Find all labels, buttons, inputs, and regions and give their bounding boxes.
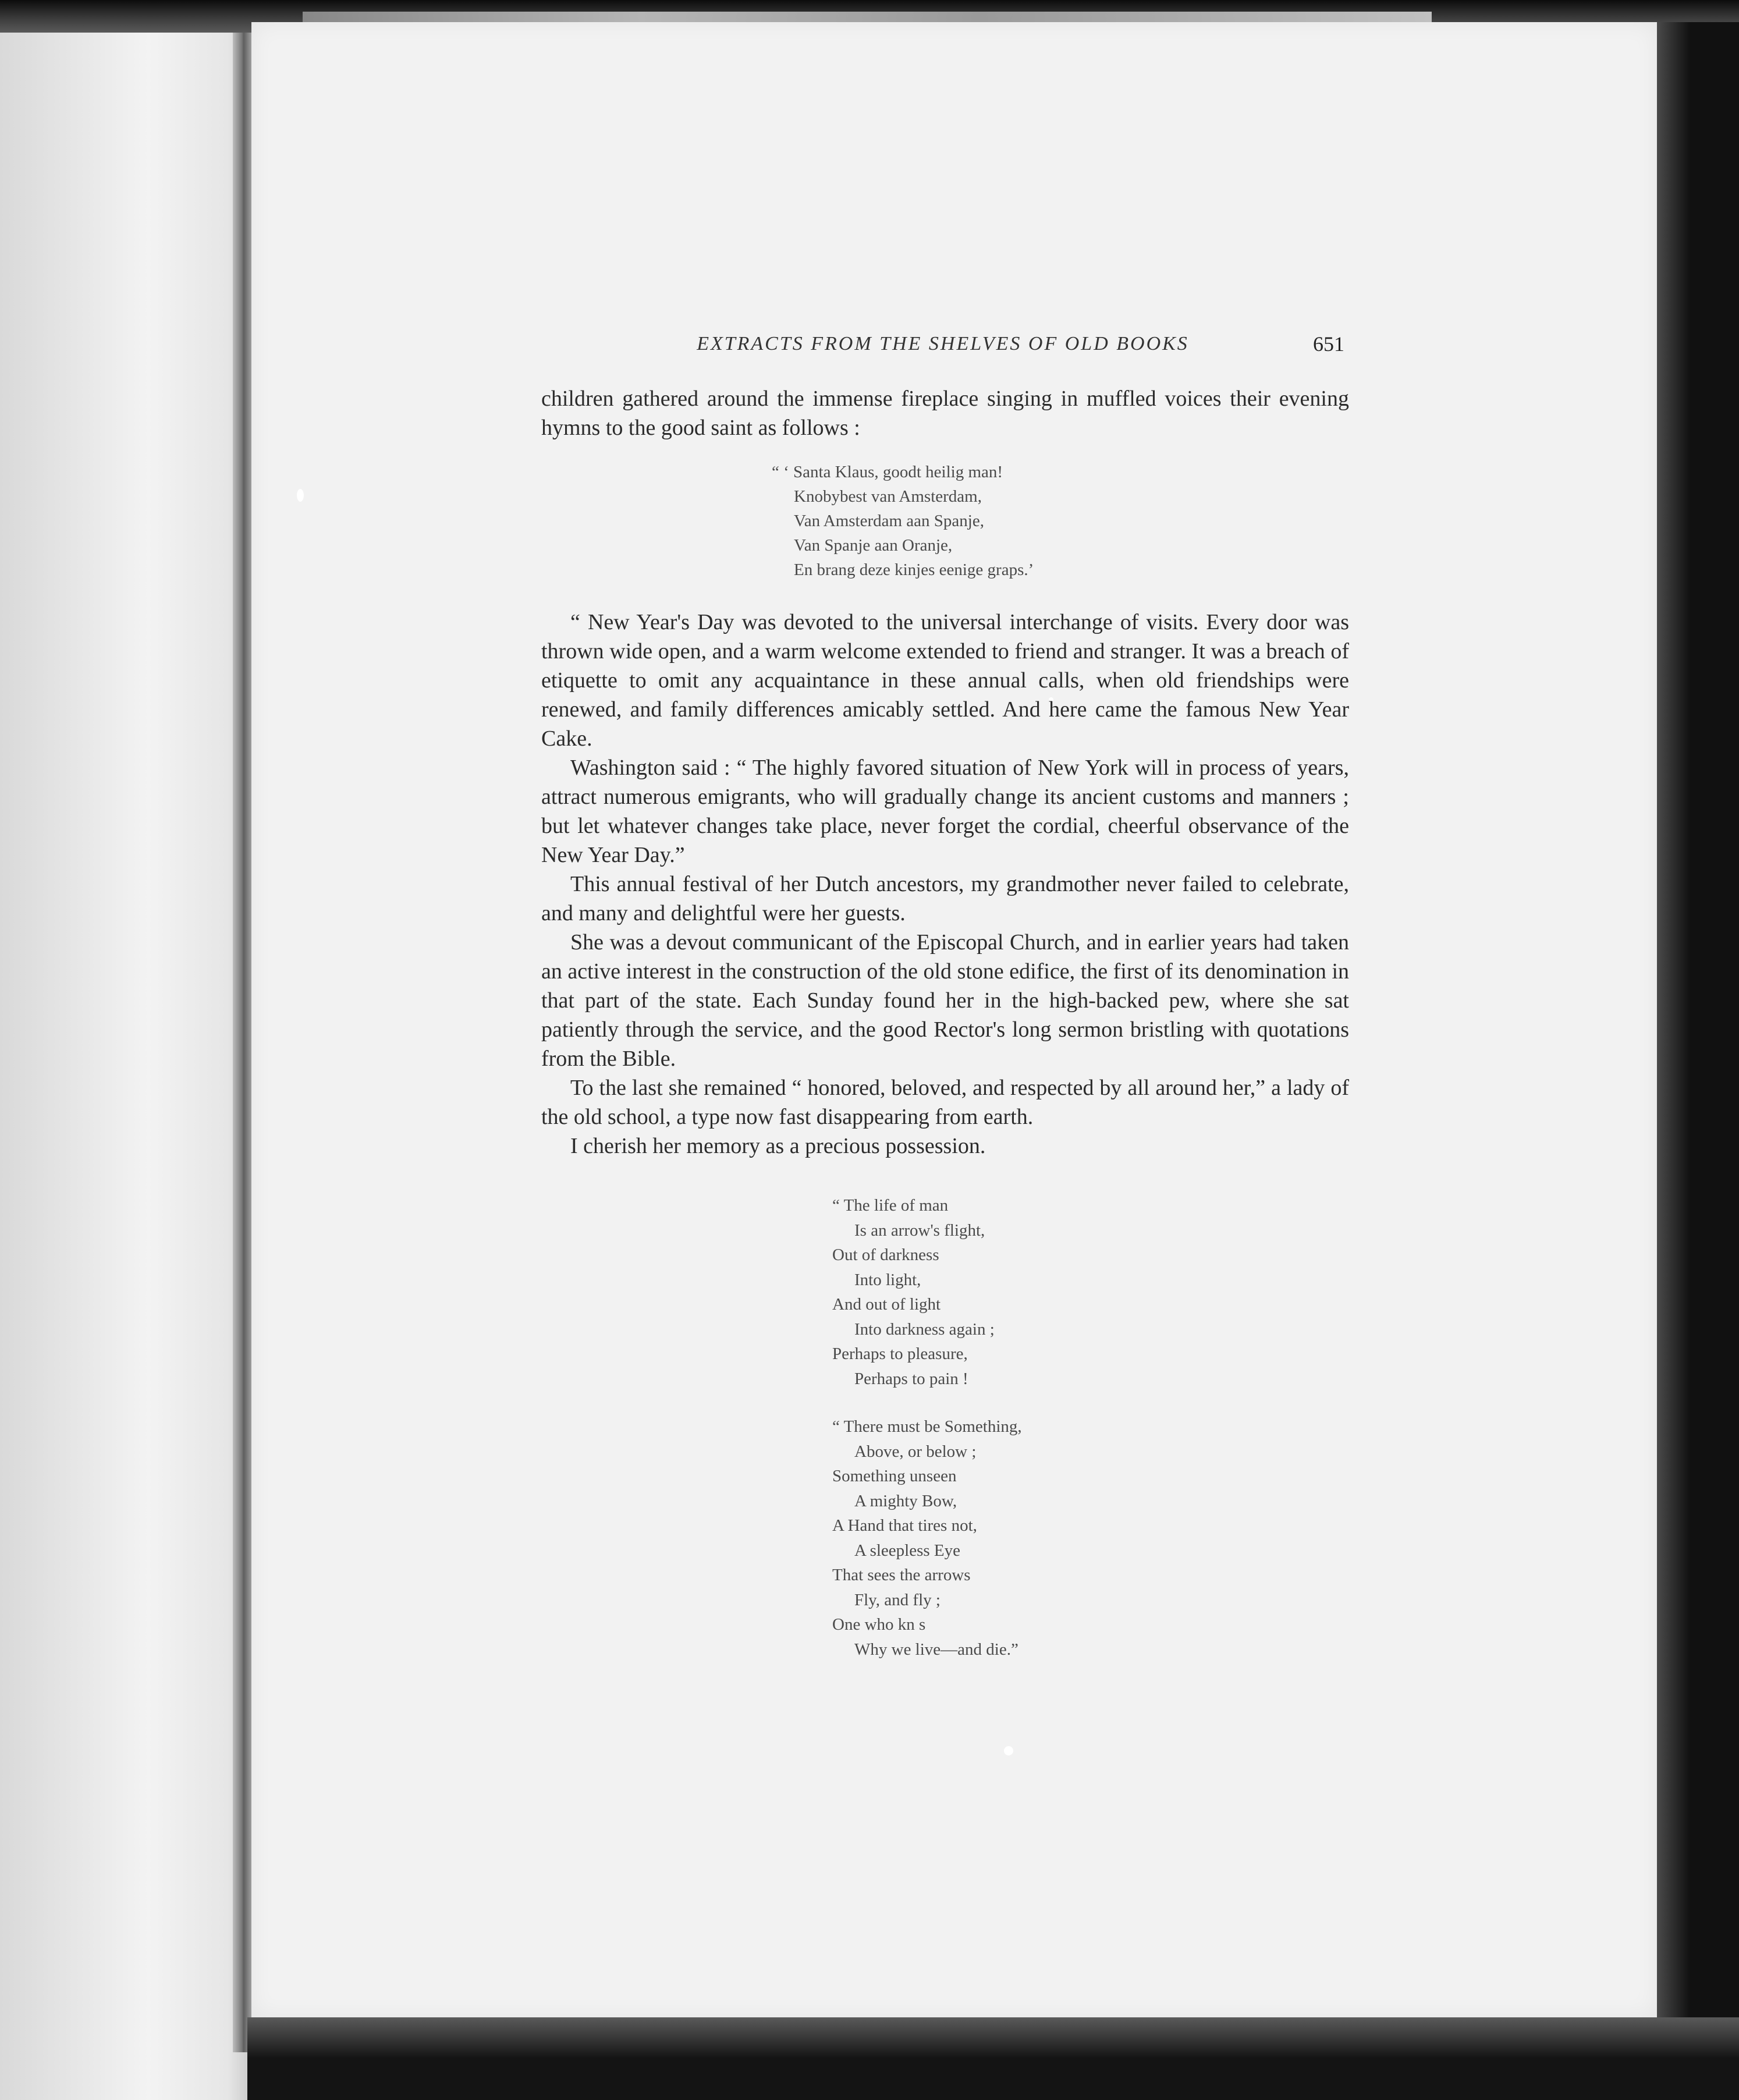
page-body [541, 384, 1349, 1662]
verse-line: A sleepless Eye [854, 1541, 961, 1560]
paragraph: She was a devout communicant of the Episcopal Church, and in earlier years had taken an active interest in the construction of the old stone edifice, the first of its denomination in that part of the state. Each Sunday found her in the high-backed pew, where she sat patiently through the service, and the good Rector's long sermon bristling with quotations from the Bible. [541, 930, 1349, 1071]
verse-line: Out of darkness [832, 1246, 939, 1264]
paper-speck [1004, 1746, 1013, 1755]
verse-line: Something unseen [832, 1467, 957, 1485]
book-gutter [233, 33, 253, 2052]
poem-stanza-2 [832, 1414, 1349, 1662]
verse-line: Perhaps to pain ! [854, 1369, 968, 1388]
scan-right-edge [1657, 22, 1739, 2100]
paragraph: To the last she remained “ honored, beloved, and respected by all around her,” a lady of the old school, a type now fast disappearing from earth. [541, 1076, 1349, 1129]
verse-line: A Hand that tires not, [832, 1516, 977, 1535]
dutch-verse [772, 460, 1349, 582]
verse-line: Is an arrow's flight, [854, 1221, 985, 1240]
paragraph: I cherish her memory as a precious possession. [570, 1134, 986, 1158]
poem-stanza-1 [832, 1193, 1349, 1391]
verse-line: Why we live—and die.” [854, 1640, 1018, 1659]
paragraph: children gathered around the immense fireplace singing in muffled voices their evening hymns to the good saint as follows : [541, 386, 1349, 440]
verse-line: Fly, and fly ; [854, 1590, 941, 1609]
verse-line: Van Amsterdam aan Spanje, [794, 512, 984, 530]
verse-line: A mighty Bow, [854, 1491, 957, 1510]
verse-line: Into darkness again ; [854, 1319, 995, 1339]
verse-line: “ ‘ Santa Klaus, goodt heilig man! [772, 463, 1003, 481]
verse-line: Perhaps to pleasure, [832, 1345, 968, 1363]
paragraph: “ New Year's Day was devoted to the universal interchange of visits. Every door was thrown wide open, and a warm welcome extended to friend and stranger. It was a breach of etiquette to omit any acquaintance in these annual calls, when old friendships were renewed, and family differences amicably settled. And here came the famous New Year Cake. [541, 610, 1349, 751]
verse-line: Above, or below ; [854, 1442, 977, 1461]
verse-line: Knobybest van Amsterdam, [794, 487, 982, 506]
verse-line: One who kn s [832, 1615, 926, 1634]
verse-line: En brang deze kinjes eenige graps.’ [794, 561, 1034, 579]
paragraph: Washington said : “ The highly favored situation of New York will in process of years, attract numerous emigrants, who will gradually change its ancient customs and manners ; but let whatever changes take place, never forget the cordial, cheerful observance of the New Year Day.” [541, 755, 1349, 867]
verse-line: Into light, [854, 1270, 921, 1289]
verse-line: “ The life of man [832, 1196, 949, 1215]
scan-bottom-edge [247, 2017, 1739, 2100]
running-title: EXTRACTS FROM THE SHELVES OF OLD BOOKS [697, 333, 1189, 354]
verse-line: That sees the arrows [832, 1566, 971, 1584]
paragraph: This annual festival of her Dutch ancestors, my grandmother never failed to celebrate, and many and delightful were her guests. [541, 872, 1349, 925]
verse-line: And out of light [832, 1295, 941, 1314]
verse-line: Van Spanje aan Oranje, [794, 536, 953, 555]
left-page-edge [0, 33, 247, 2100]
verse-line: “ There must be Something, [832, 1417, 1022, 1436]
paper-speck [297, 489, 304, 502]
page-number: 651 [1313, 332, 1344, 356]
